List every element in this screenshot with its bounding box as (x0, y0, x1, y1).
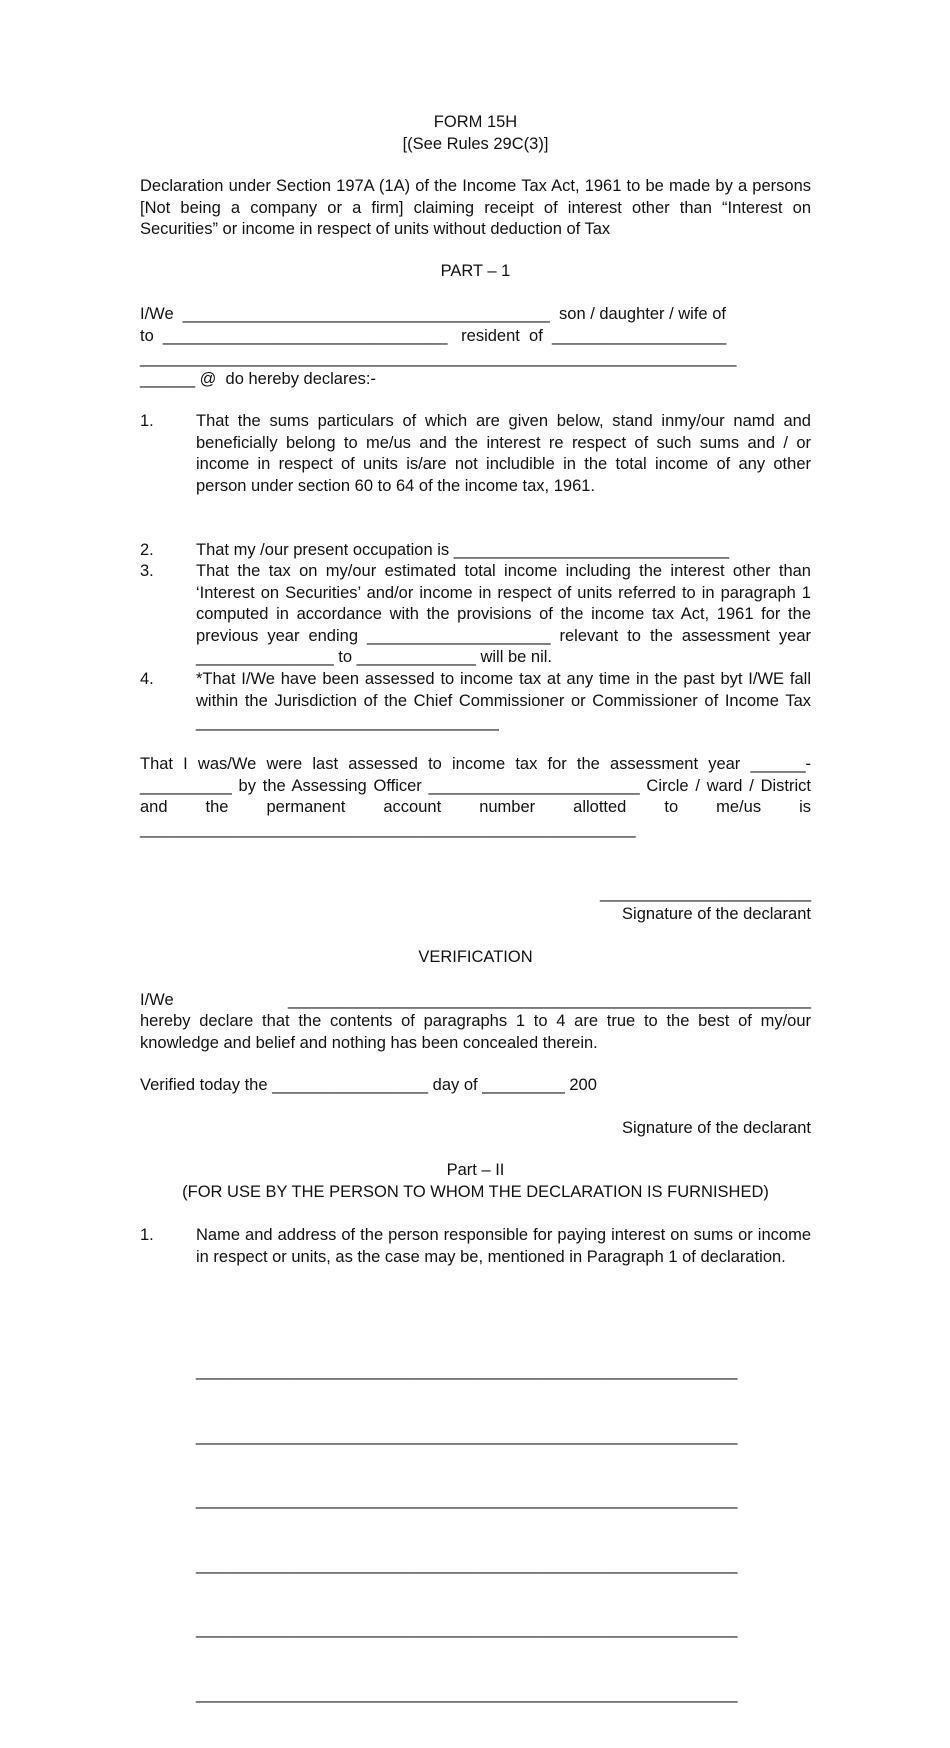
blank-line: ___________________________________________________________ (196, 1362, 738, 1380)
item-text: That the sums particulars of which are given below, stand inmy/our namd and beneficially belong to me/us and the interest re respect of such sums and / or income in respect of units is/are not includible in the total income of any other person under section 60 to 64 of the income tax, 1961. (196, 412, 811, 495)
verification-signature-label: Signature of the declarant (622, 1119, 811, 1137)
item-text: That the tax on my/our estimated total income including the interest other than ‘Interest on Securities’ and/or income in respect of units referred to in paragraph 1 computed in accordance with the provisions of the income tax Act, 1961 for the previous year ending ____________________ relevant to the assessment year _______________ to _____________ will be nil. (196, 562, 811, 666)
verification-name-line: _________________________________________________________ (287, 991, 811, 1009)
part1-heading: PART – 1 (440, 262, 511, 280)
item-number: 2. (140, 541, 154, 559)
signature-line: _______________________ (599, 884, 811, 902)
verified-date-line: Verified today the _________________ day of _________ 200 (140, 1076, 597, 1094)
item-number: 3. (140, 562, 154, 580)
blank-line: ___________________________________________________________ (196, 1426, 738, 1445)
part2-subheading: (FOR USE BY THE PERSON TO WHOM THE DECLARATION IS FURNISHED) (182, 1183, 769, 1201)
item-number: 1. (140, 412, 154, 430)
blank-line: ___________________________________________________________ (196, 1491, 738, 1509)
intro-paragraph: Declaration under Section 197A (1A) of the Income Tax Act, 1961 to be made by a persons [Not being a company or a firm] claiming receipt of interest other than “Interest on Securities” or income in respect of units without deduction of Tax (140, 177, 811, 238)
blank-line: ___________________________________________________________ (196, 1620, 738, 1638)
item-text: That my /our present occupation is ______________________________ (196, 541, 730, 559)
blank-line: ___________________________________________________________ (196, 1684, 738, 1703)
part2-heading: Part – II (446, 1161, 505, 1179)
form-title: FORM 15H (433, 113, 518, 131)
assessment-paragraph: That I was/We were last assessed to income tax for the assessment year ______- __________ by the Assessing Officer _______________________ Circle / ward / District and the permanent account number allotted to me/us is ______________________________________________________ (140, 755, 811, 838)
declares-line: ______ @ do hereby declares:- (140, 370, 376, 388)
address-blank-lines (196, 1318, 811, 1748)
item-text: Name and address of the person responsible for paying interest on sums or income in respect or units, as the case may be, mentioned in Paragraph 1 of declaration. (196, 1226, 811, 1266)
item-text: *That I/We have been assessed to income tax at any time in the past byt I/WE fall within the Jurisdiction of the Chief Commissioner or Commissioner of Income Tax _________________________________ (196, 670, 811, 731)
verification-declaration: hereby declare that the contents of paragraphs 1 to 4 are true to the best of my/our knowledge and belief and nothing has been concealed therein. (140, 1012, 811, 1052)
blank-line: ___________________________________________________________ (196, 1555, 738, 1574)
item-number: 4. (140, 670, 154, 688)
verification-iwe: I/We (140, 991, 174, 1009)
address-line: _________________________________________________________________ (140, 349, 737, 367)
item-number: 1. (140, 1226, 154, 1244)
relation-resident-line: to _______________________________ resident of ___________________ (140, 327, 727, 345)
declarant-name-line: I/We ________________________________________ son / daughter / wife of (140, 305, 726, 323)
verification-heading: VERIFICATION (418, 948, 533, 966)
rule-reference: [(See Rules 29C(3)] (402, 135, 549, 153)
signature-label: Signature of the declarant (622, 905, 811, 923)
